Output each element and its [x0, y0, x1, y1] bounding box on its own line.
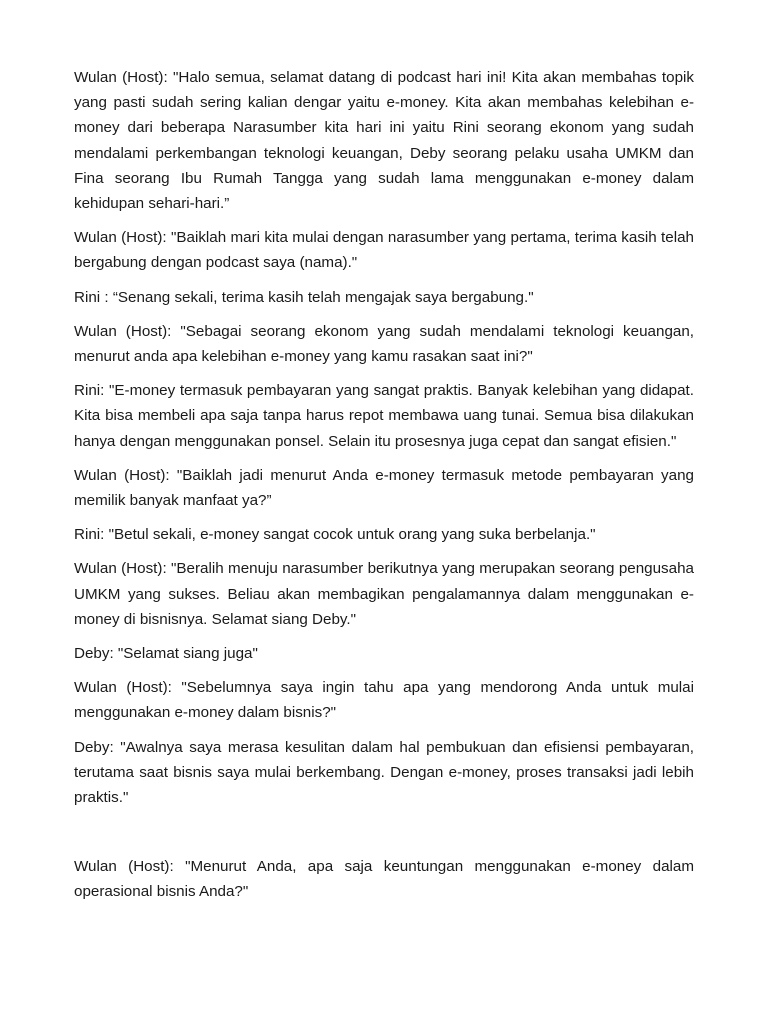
- paragraph-deby-greeting: Deby: "Selamat siang juga": [74, 645, 258, 663]
- paragraph-host-followup-rini: Wulan (Host): "Baiklah jadi menurut Anda e-money termasuk metode pembayaran yang memilik banyak manfaat ya?”: [74, 466, 694, 510]
- paragraph-rini-answer: Rini: "E-money termasuk pembayaran yang sangat praktis. Banyak kelebihan yang didapat. Kita bisa membeli apa saja tanpa harus repot membawa uang tunai. Semua bisa dilakukan hanya dengan menggunakan ponsel. Selain itu prosesnya juga cepat dan sangat efisien.": [74, 382, 694, 450]
- paragraph-host-intro: Wulan (Host): "Halo semua, selamat datang di podcast hari ini! Kita akan membahas topik yang pasti sudah sering kalian dengar yaitu e-money. Kita akan membahas kelebihan e-money dari beberapa Narasumber kita hari ini yaitu Rini seorang ekonom yang sudah mendalami perkembangan teknologi keuangan, Deby seorang pelaku usaha UMKM dan Fina seorang Ibu Rumah Tangga yang sudah lama menggunakan e-money dalam kehidupan sehari-hari.”: [74, 69, 694, 213]
- paragraph-rini-greeting: Rini : “Senang sekali, terima kasih telah mengajak saya bergabung.": [74, 288, 534, 306]
- document-body: [74, 65, 694, 914]
- paragraph-host-intro-deby: Wulan (Host): "Beralih menuju narasumber berikutnya yang merupakan seorang pengusaha UMKM yang sukses. Beliau akan membagikan pengalamannya dalam menggunakan e-money di bisnisnya. Selamat siang Deby.": [74, 560, 694, 628]
- paragraph-host-welcome-rini: Wulan (Host): "Baiklah mari kita mulai dengan narasumber yang pertama, terima kasih telah bergabung dengan podcast saya (nama).": [74, 229, 694, 272]
- paragraph-deby-answer: Deby: "Awalnya saya merasa kesulitan dalam hal pembukuan dan efisiensi pembayaran, terutama saat bisnis saya mulai berkembang. Dengan e-money, proses transaksi jadi lebih praktis.": [74, 738, 694, 807]
- paragraph-rini-confirm: Rini: "Betul sekali, e-money sangat cocok untuk orang yang suka berbelanja.": [74, 526, 596, 544]
- paragraph-host-question-rini: Wulan (Host): "Sebagai seorang ekonom yang sudah mendalami teknologi keuangan, menurut anda apa kelebihan e-money yang kamu rasakan saat ini?": [74, 322, 694, 366]
- paragraph-host-question-benefits: Wulan (Host): "Menurut Anda, apa saja keuntungan menggunakan e-money dalam operasional bisnis Anda?": [74, 858, 694, 901]
- paragraph-host-question-deby: Wulan (Host): "Sebelumnya saya ingin tahu apa yang mendorong Anda untuk mulai menggunakan e-money dalam bisnis?": [74, 679, 694, 722]
